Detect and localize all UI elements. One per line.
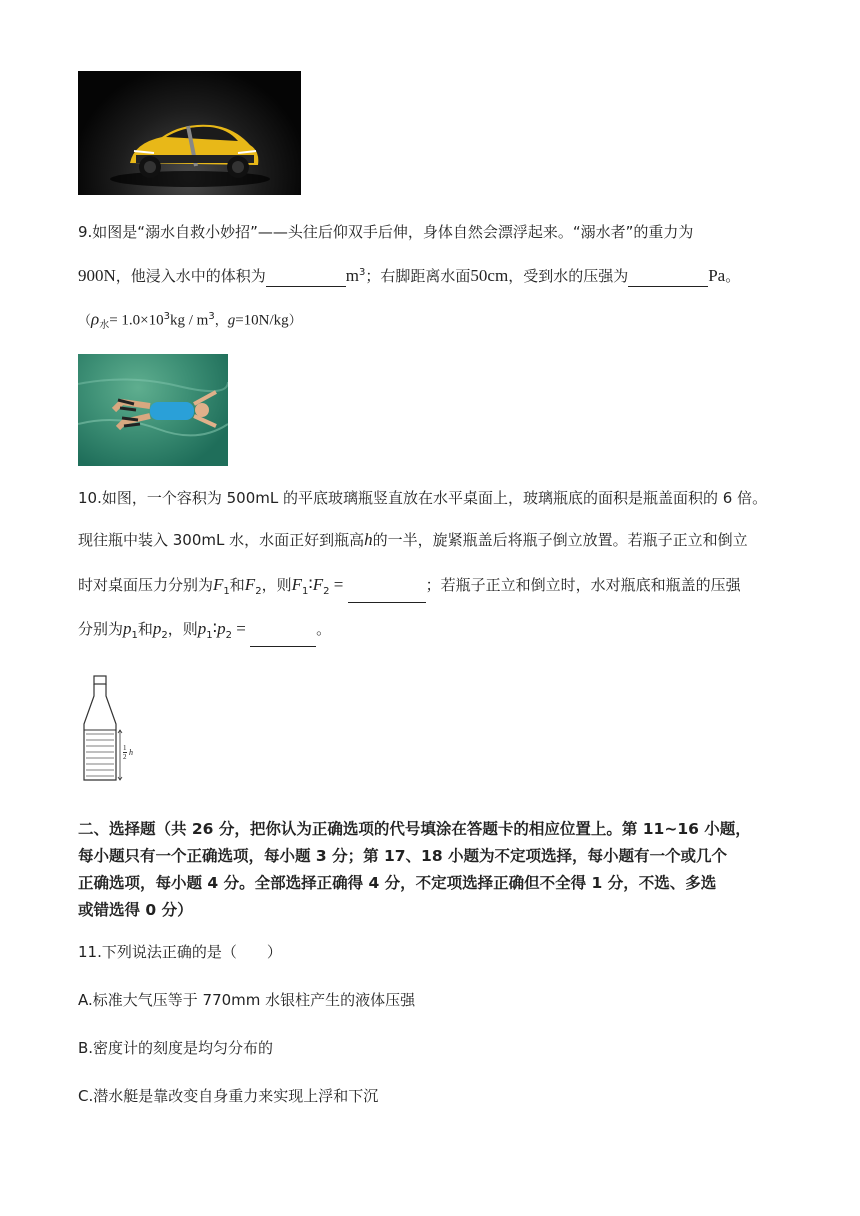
q11-stem: 11.下列说法正确的是（ ）	[78, 943, 282, 961]
diagram-frac-num: 1	[123, 744, 127, 752]
q9-blank-pressure[interactable]	[628, 268, 708, 287]
q10-blank-force-ratio[interactable]	[348, 584, 426, 603]
car-photo	[78, 71, 301, 195]
q9-depth: 50cm	[470, 266, 509, 285]
q11-option-c[interactable]: C.潜水艇是靠改变自身重力来实现上浮和下沉	[78, 1087, 379, 1105]
section2-line-3: 正确选项，每小题 4 分。全部选择正确得 4 分，不定项选择正确但不全得 1 分，不选、多选	[78, 874, 717, 892]
swimmer-photo	[78, 354, 228, 466]
q10-line-4: 分别为$p_1$和$p_2$，则$p_1∶p_2$ = 。	[78, 618, 331, 647]
q9-line-2: 900N，他浸入水中的体积为 $m^3$；右脚距离水面50cm，受到水的压强为 Pa。	[78, 266, 741, 285]
section2-line-2: 每小题只有一个正确选项，每小题 3 分；第 17、18 小题为不定项选择，每小题有一个或几个	[78, 847, 728, 865]
q9-line-1: 9.如图是“溺水自救小妙招”——头往后仰双手后伸，身体自然会漂浮起来。“溺水者”的重力为	[78, 223, 694, 241]
section2-line-4: 或错选得 0 分）	[78, 901, 193, 919]
section2-line-1: 二、选择题（共 26 分，把你认为正确选项的代号填涂在答题卡的相应位置上。第 11~16 小题，	[78, 820, 751, 838]
q10-line-2: 现往瓶中装入 300mL 水，水面正好到瓶高h的一半，旋紧瓶盖后将瓶子倒立放置。若瓶子正立和倒立	[78, 530, 748, 549]
q10-blank-pressure-ratio[interactable]	[250, 628, 316, 647]
q9-weight: 900N	[78, 266, 116, 285]
q11-option-a[interactable]: A.标准大气压等于 770mm 水银柱产生的液体压强	[78, 991, 416, 1009]
diagram-frac-den: 2	[123, 753, 127, 761]
q11-option-b[interactable]: B.密度计的刻度是均匀分布的	[78, 1039, 274, 1057]
q10-line-1: 10.如图，一个容积为 500mL 的平底玻璃瓶竖直放在水平桌面上，玻璃瓶底的面积是瓶盖面积的 6 倍。	[78, 489, 768, 507]
q9-blank-volume[interactable]	[266, 268, 346, 287]
bottle-diagram	[80, 674, 140, 784]
diagram-h: h	[129, 748, 133, 757]
q10-line-3: 时对桌面压力分别为$F_1$和$F_2$，则$F_1∶F_2$ = ；若瓶子正立和倒立时，水对瓶底和瓶盖的压强	[78, 574, 741, 603]
q9-given: （$\rho_水= 1.0\times 10^3kg / m^3$，g=10N/kg）	[78, 309, 302, 331]
